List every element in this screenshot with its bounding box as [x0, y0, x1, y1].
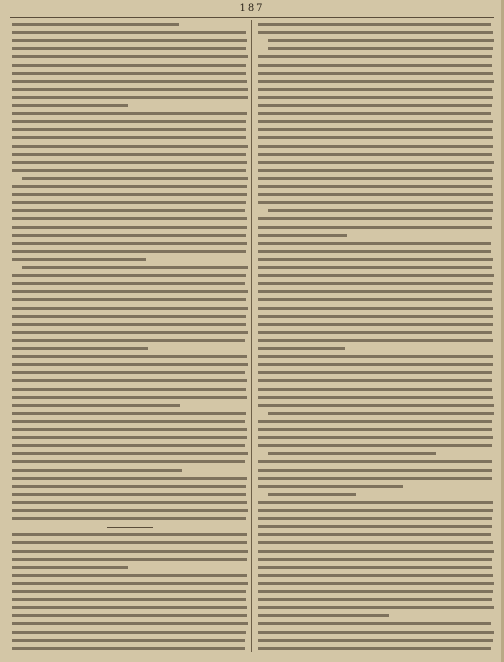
- text-line: [12, 88, 248, 91]
- text-line: [12, 436, 247, 439]
- text-line: [258, 379, 492, 382]
- text-line: [258, 128, 492, 131]
- text-line: [258, 96, 493, 99]
- text-line: [258, 436, 493, 439]
- text-line: [258, 31, 493, 34]
- text-line: [12, 47, 246, 50]
- text-line: [12, 371, 245, 374]
- text-line: [12, 339, 245, 342]
- text-line: [12, 145, 248, 148]
- left-text-column: [12, 20, 248, 652]
- text-line: [12, 185, 247, 188]
- text-line: [258, 509, 493, 512]
- text-line: [12, 80, 247, 83]
- text-line: [12, 96, 248, 99]
- text-line: [12, 533, 247, 536]
- text-line: [12, 379, 247, 382]
- text-line: [12, 136, 246, 139]
- text-line: [12, 161, 247, 164]
- text-line: [258, 177, 493, 180]
- text-line: [12, 582, 248, 585]
- text-line: [12, 120, 246, 123]
- text-line: [258, 355, 493, 358]
- text-line: [258, 307, 493, 310]
- text-line: [258, 371, 492, 374]
- text-line: [258, 631, 494, 634]
- text-line: [12, 104, 128, 107]
- text-line: [258, 574, 493, 577]
- text-line: [258, 226, 492, 229]
- text-line: [12, 509, 248, 512]
- text-line: [12, 323, 246, 326]
- text-line: [268, 452, 436, 455]
- text-line: [22, 266, 248, 269]
- text-line: [12, 169, 246, 172]
- text-line: [12, 452, 248, 455]
- text-line: [258, 323, 493, 326]
- text-line: [258, 525, 492, 528]
- text-line: [258, 501, 493, 504]
- text-line: [12, 493, 246, 496]
- text-line: [12, 517, 246, 520]
- text-line: [12, 412, 246, 415]
- text-line: [258, 485, 403, 488]
- text-line: [258, 88, 492, 91]
- text-line: [258, 428, 492, 431]
- text-line: [258, 590, 493, 593]
- header-rule: [10, 17, 494, 18]
- text-line: [12, 566, 128, 569]
- text-line: [258, 404, 494, 407]
- text-line: [258, 266, 492, 269]
- text-line: [12, 331, 248, 334]
- page-number: 187: [239, 3, 265, 14]
- text-line: [258, 363, 493, 366]
- text-line: [258, 185, 492, 188]
- text-line: [12, 550, 248, 553]
- text-line: [258, 331, 492, 334]
- text-line: [258, 558, 492, 561]
- text-line: [12, 153, 246, 156]
- text-line: [12, 428, 247, 431]
- text-line: [258, 64, 492, 67]
- text-line: [12, 485, 246, 488]
- text-line: [12, 209, 245, 212]
- text-line: [12, 347, 148, 350]
- text-line: [258, 639, 493, 642]
- text-line: [12, 315, 246, 318]
- text-line: [258, 234, 347, 237]
- text-line: [12, 250, 246, 253]
- text-line: [258, 614, 389, 617]
- text-line: [258, 396, 493, 399]
- text-line: [258, 460, 492, 463]
- text-line: [258, 112, 491, 115]
- text-line: [12, 639, 245, 642]
- text-line: [258, 201, 493, 204]
- text-line: [12, 234, 246, 237]
- text-line: [12, 477, 247, 480]
- text-line: [258, 55, 492, 58]
- text-line: [12, 363, 248, 366]
- column-divider: [251, 20, 252, 652]
- text-line: [12, 258, 146, 261]
- text-line: [12, 23, 179, 26]
- text-line: [12, 112, 247, 115]
- text-line: [258, 566, 492, 569]
- text-line: [258, 347, 345, 350]
- text-line: [12, 558, 247, 561]
- text-line: [258, 550, 494, 553]
- text-line: [12, 290, 248, 293]
- text-line: [258, 533, 491, 536]
- text-line: [258, 647, 491, 650]
- text-line: [258, 315, 493, 318]
- text-line: [258, 161, 494, 164]
- text-line: [12, 396, 247, 399]
- text-line: [258, 120, 493, 123]
- text-line: [258, 169, 492, 172]
- text-line: [258, 145, 493, 148]
- text-line: [258, 242, 491, 245]
- text-line: [12, 39, 247, 42]
- text-line: [268, 39, 494, 42]
- text-line: [258, 80, 494, 83]
- text-line: [258, 136, 493, 139]
- text-line: [12, 355, 247, 358]
- text-line: [12, 598, 246, 601]
- text-line: [258, 217, 492, 220]
- text-line: [12, 574, 247, 577]
- text-line: [22, 177, 248, 180]
- text-line: [12, 631, 246, 634]
- text-line: [258, 388, 492, 391]
- text-line: [12, 55, 248, 58]
- text-line: [12, 444, 245, 447]
- text-line: [12, 31, 246, 34]
- text-line: [258, 72, 493, 75]
- text-line: [258, 541, 493, 544]
- text-line: [258, 517, 492, 520]
- text-line: [258, 274, 494, 277]
- text-line: [12, 469, 182, 472]
- text-line: [12, 226, 247, 229]
- text-line: [12, 460, 245, 463]
- text-line: [258, 477, 492, 480]
- text-line: [258, 258, 493, 261]
- text-line: [12, 274, 246, 277]
- text-line: [258, 193, 493, 196]
- text-line: [268, 47, 493, 50]
- text-line: [12, 388, 246, 391]
- text-line: [258, 606, 494, 609]
- text-line: [12, 647, 245, 650]
- text-line: [12, 72, 246, 75]
- text-line: [258, 153, 492, 156]
- text-line: [12, 282, 245, 285]
- text-line: [268, 493, 356, 496]
- text-line: [12, 606, 247, 609]
- text-line: [12, 128, 246, 131]
- text-line: [258, 23, 491, 26]
- text-line: [268, 412, 494, 415]
- text-line: [12, 242, 247, 245]
- text-line: [12, 622, 248, 625]
- text-line: [258, 339, 493, 342]
- text-line: [258, 598, 492, 601]
- text-line: [12, 614, 247, 617]
- text-line: [12, 501, 247, 504]
- text-line: [258, 282, 493, 285]
- text-line: [12, 298, 246, 301]
- right-text-column: [258, 20, 494, 652]
- text-line: [258, 298, 492, 301]
- text-line: [12, 64, 246, 67]
- section-separator: [107, 527, 153, 528]
- text-line: [12, 590, 246, 593]
- text-line: [12, 541, 247, 544]
- text-line: [258, 582, 494, 585]
- text-line: [258, 290, 492, 293]
- text-line: [268, 209, 493, 212]
- text-line: [258, 104, 492, 107]
- text-line: [258, 622, 491, 625]
- text-line: [258, 444, 492, 447]
- text-line: [12, 420, 245, 423]
- text-line: [12, 404, 180, 407]
- text-line: [12, 201, 246, 204]
- text-line: [258, 250, 491, 253]
- text-line: [12, 307, 248, 310]
- text-line: [258, 420, 492, 423]
- text-line: [258, 469, 492, 472]
- text-line: [12, 193, 247, 196]
- text-line: [12, 217, 247, 220]
